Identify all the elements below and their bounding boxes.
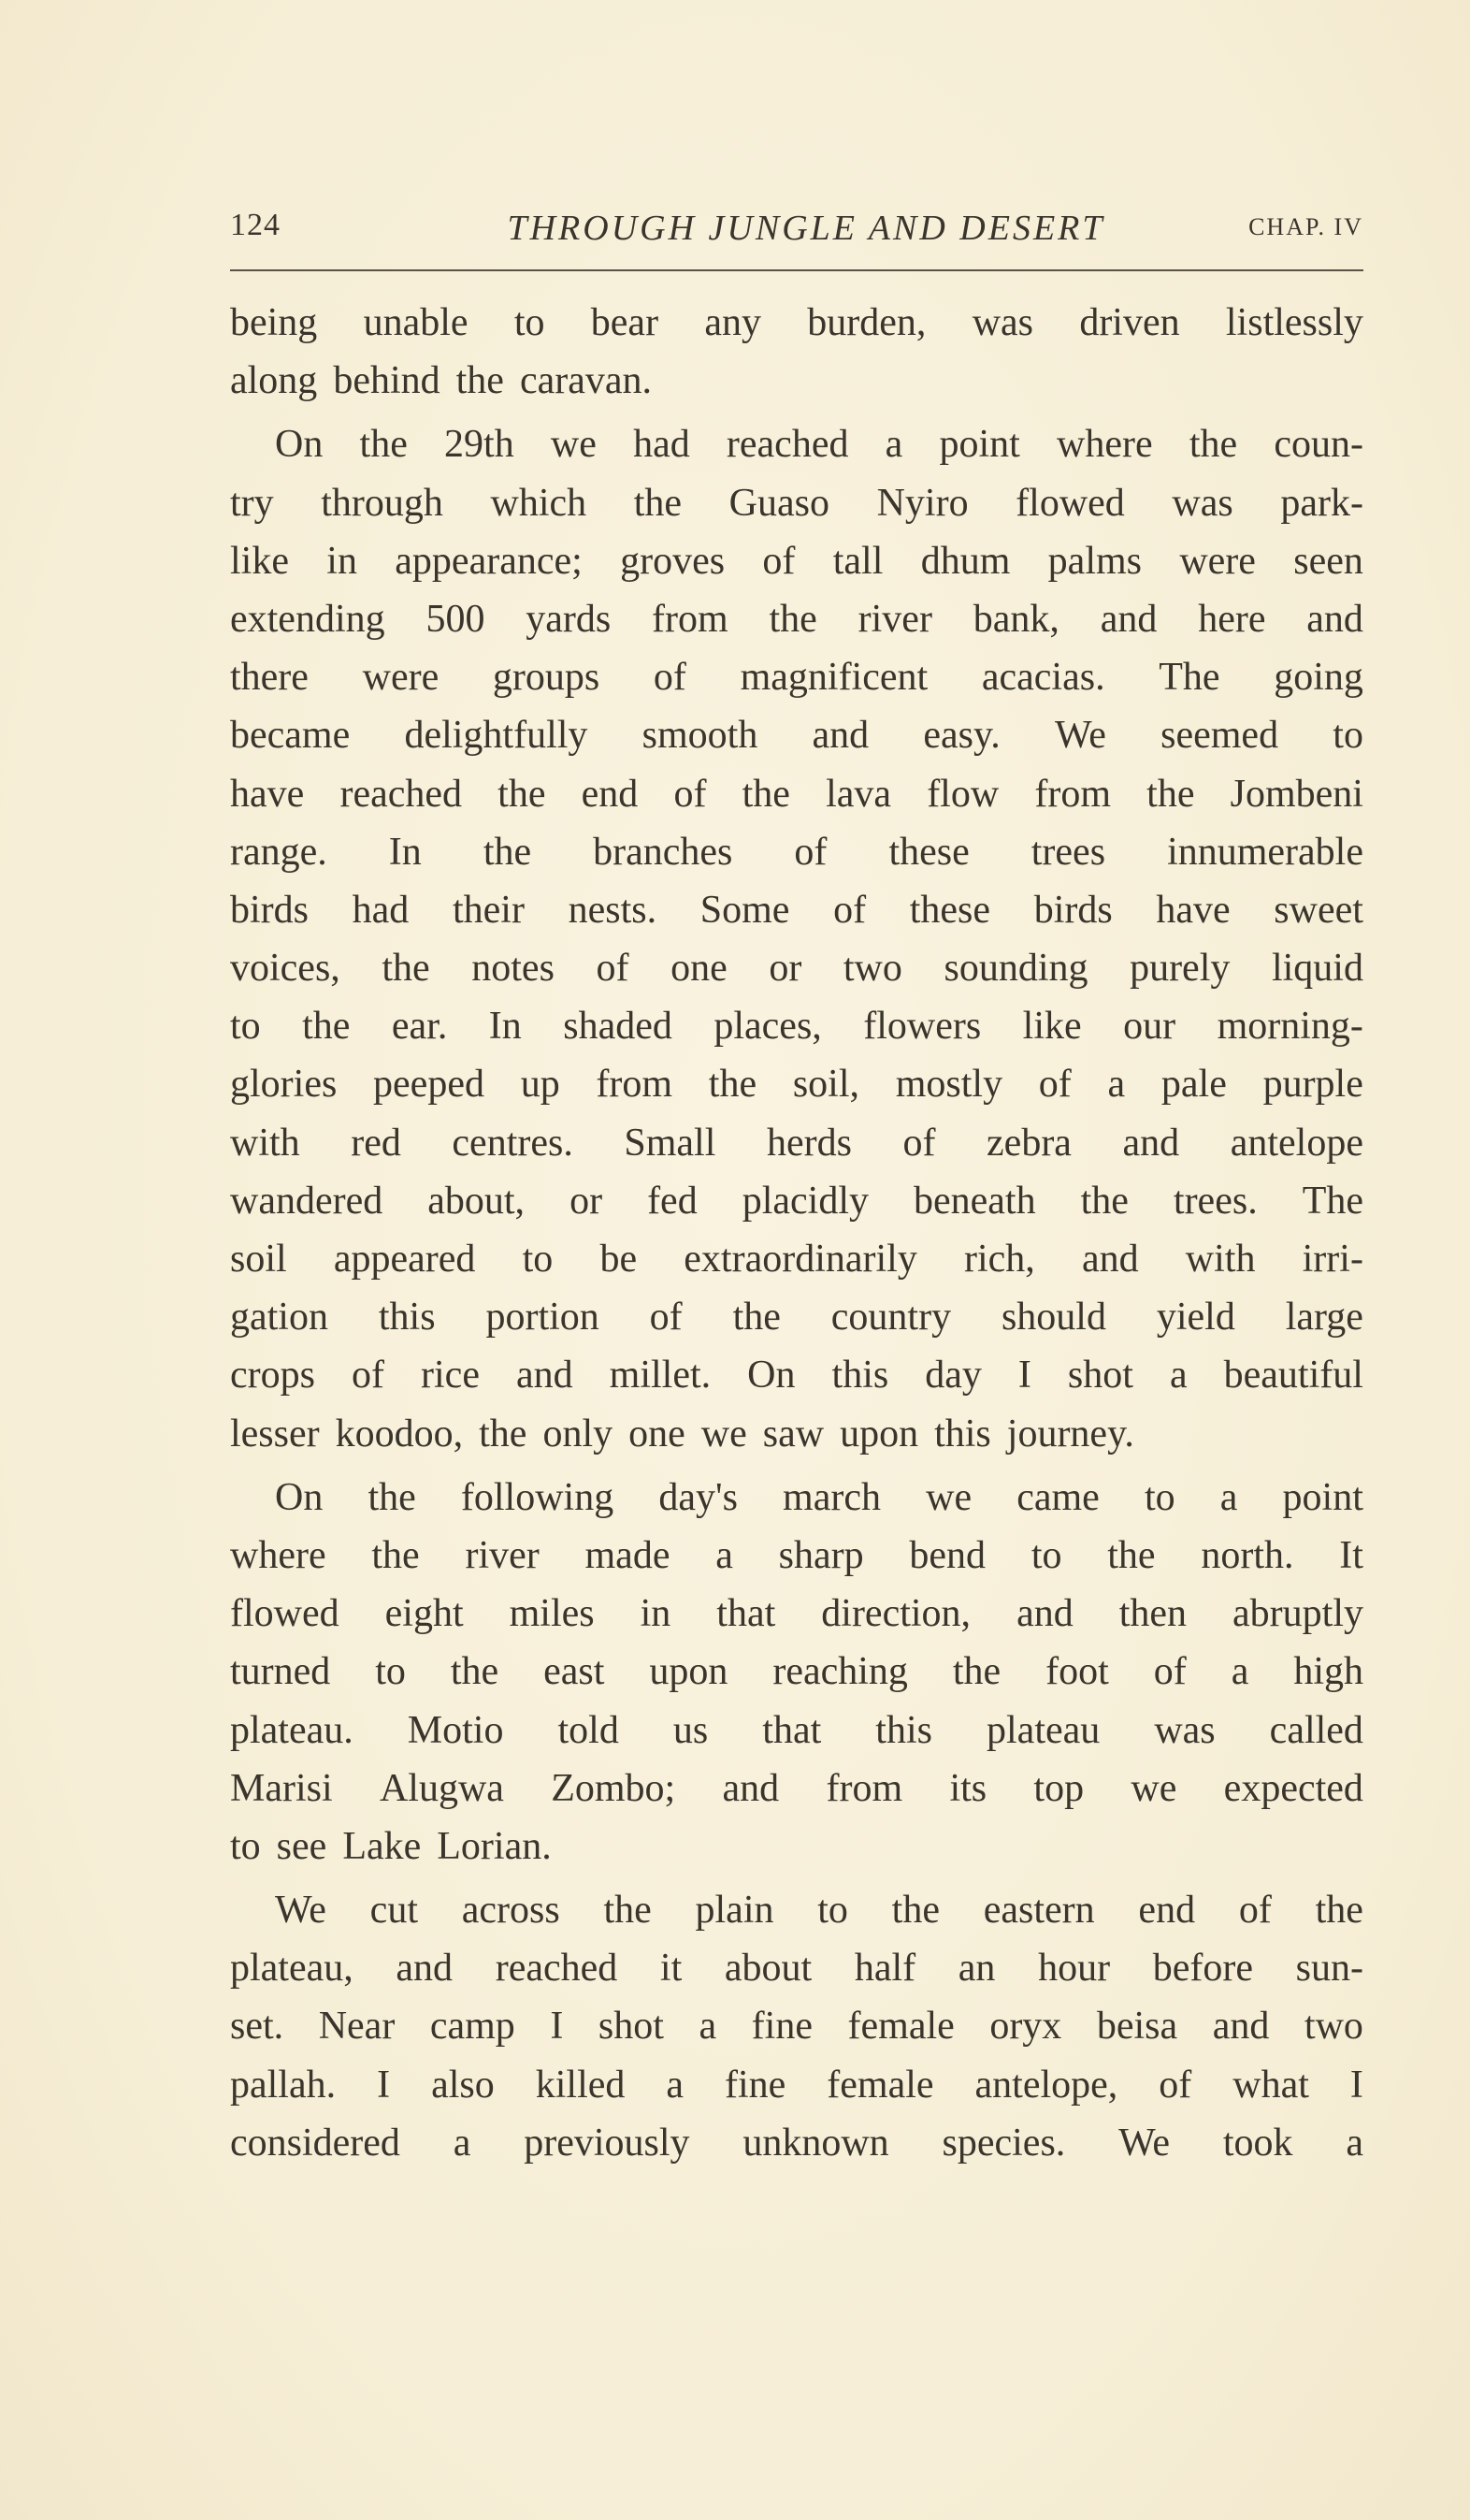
text-line: Marisi Alugwa Zombo; and from its top we expected	[230, 1766, 1363, 1810]
text-line: try through which the Guaso Nyiro flowed was park-	[230, 481, 1363, 525]
text-line: plateau. Motio told us that this plateau was called	[230, 1708, 1363, 1752]
text-line: have reached the end of the lava flow from the Jombeni	[230, 772, 1363, 816]
text-line: plateau, and reached it about half an hour before sun-	[230, 1947, 1363, 1991]
text-line: voices, the notes of one or two sounding purely liquid	[230, 947, 1363, 991]
body-text	[230, 294, 1363, 2172]
running-title: THROUGH JUNGLE AND DESERT	[507, 209, 1105, 248]
paragraph	[230, 415, 1363, 1462]
text-line: range. In the branches of these trees innumerable	[230, 830, 1363, 874]
paragraph	[230, 1881, 1363, 2172]
text-line: crops of rice and millet. On this day I shot a beautiful	[230, 1354, 1363, 1398]
chapter-label: CHAP. IV	[1248, 213, 1363, 240]
text-line: On the following day's march we came to a point	[275, 1475, 1363, 1519]
text-line: wandered about, or fed placidly beneath the trees. The	[230, 1179, 1363, 1223]
text-line: pallah. I also killed a fine female antelope, of what I	[230, 2063, 1363, 2107]
text-line: there were groups of magnificent acacias. The going	[230, 656, 1363, 700]
text-line: turned to the east upon reaching the foot of a high	[230, 1650, 1363, 1694]
text-line: where the river made a sharp bend to the north. It	[230, 1533, 1363, 1577]
text-line: with red centres. Small herds of zebra and antelope	[230, 1121, 1363, 1165]
text-line: along behind the caravan.	[230, 359, 652, 403]
page-header	[230, 208, 1363, 264]
page-number: 124	[230, 208, 281, 242]
paragraph	[230, 1469, 1363, 1876]
text-line: On the 29th we had reached a point where the coun-	[275, 423, 1363, 467]
text-line: soil appeared to be extraordinarily rich, and with irri-	[230, 1238, 1363, 1281]
text-line: set. Near camp I shot a fine female oryx beisa and two	[230, 2005, 1363, 2049]
text-line: to the ear. In shaded places, flowers like our morning-	[230, 1005, 1363, 1049]
text-line: considered a previously unknown species. We took a	[230, 2121, 1363, 2165]
text-line: became delightfully smooth and easy. We seemed to	[230, 714, 1363, 758]
header-rule	[230, 269, 1363, 271]
text-line: We cut across the plain to the eastern end of the	[275, 1889, 1363, 1933]
text-line: like in appearance; groves of tall dhum palms were seen	[230, 539, 1363, 583]
text-line: to see Lake Lorian.	[230, 1824, 552, 1868]
text-line: gation this portion of the country should yield large	[230, 1296, 1363, 1340]
text-line: flowed eight miles in that direction, and then abruptly	[230, 1592, 1363, 1636]
text-line: glories peeped up from the soil, mostly of a pale purple	[230, 1063, 1363, 1107]
text-line: birds had their nests. Some of these birds have sweet	[230, 888, 1363, 932]
text-line: extending 500 yards from the river bank, and here and	[230, 597, 1363, 641]
text-line: lesser koodoo, the only one we saw upon this journey.	[230, 1412, 1134, 1456]
paragraph	[230, 294, 1363, 410]
text-line: being unable to bear any burden, was driven listlessly	[230, 301, 1363, 344]
